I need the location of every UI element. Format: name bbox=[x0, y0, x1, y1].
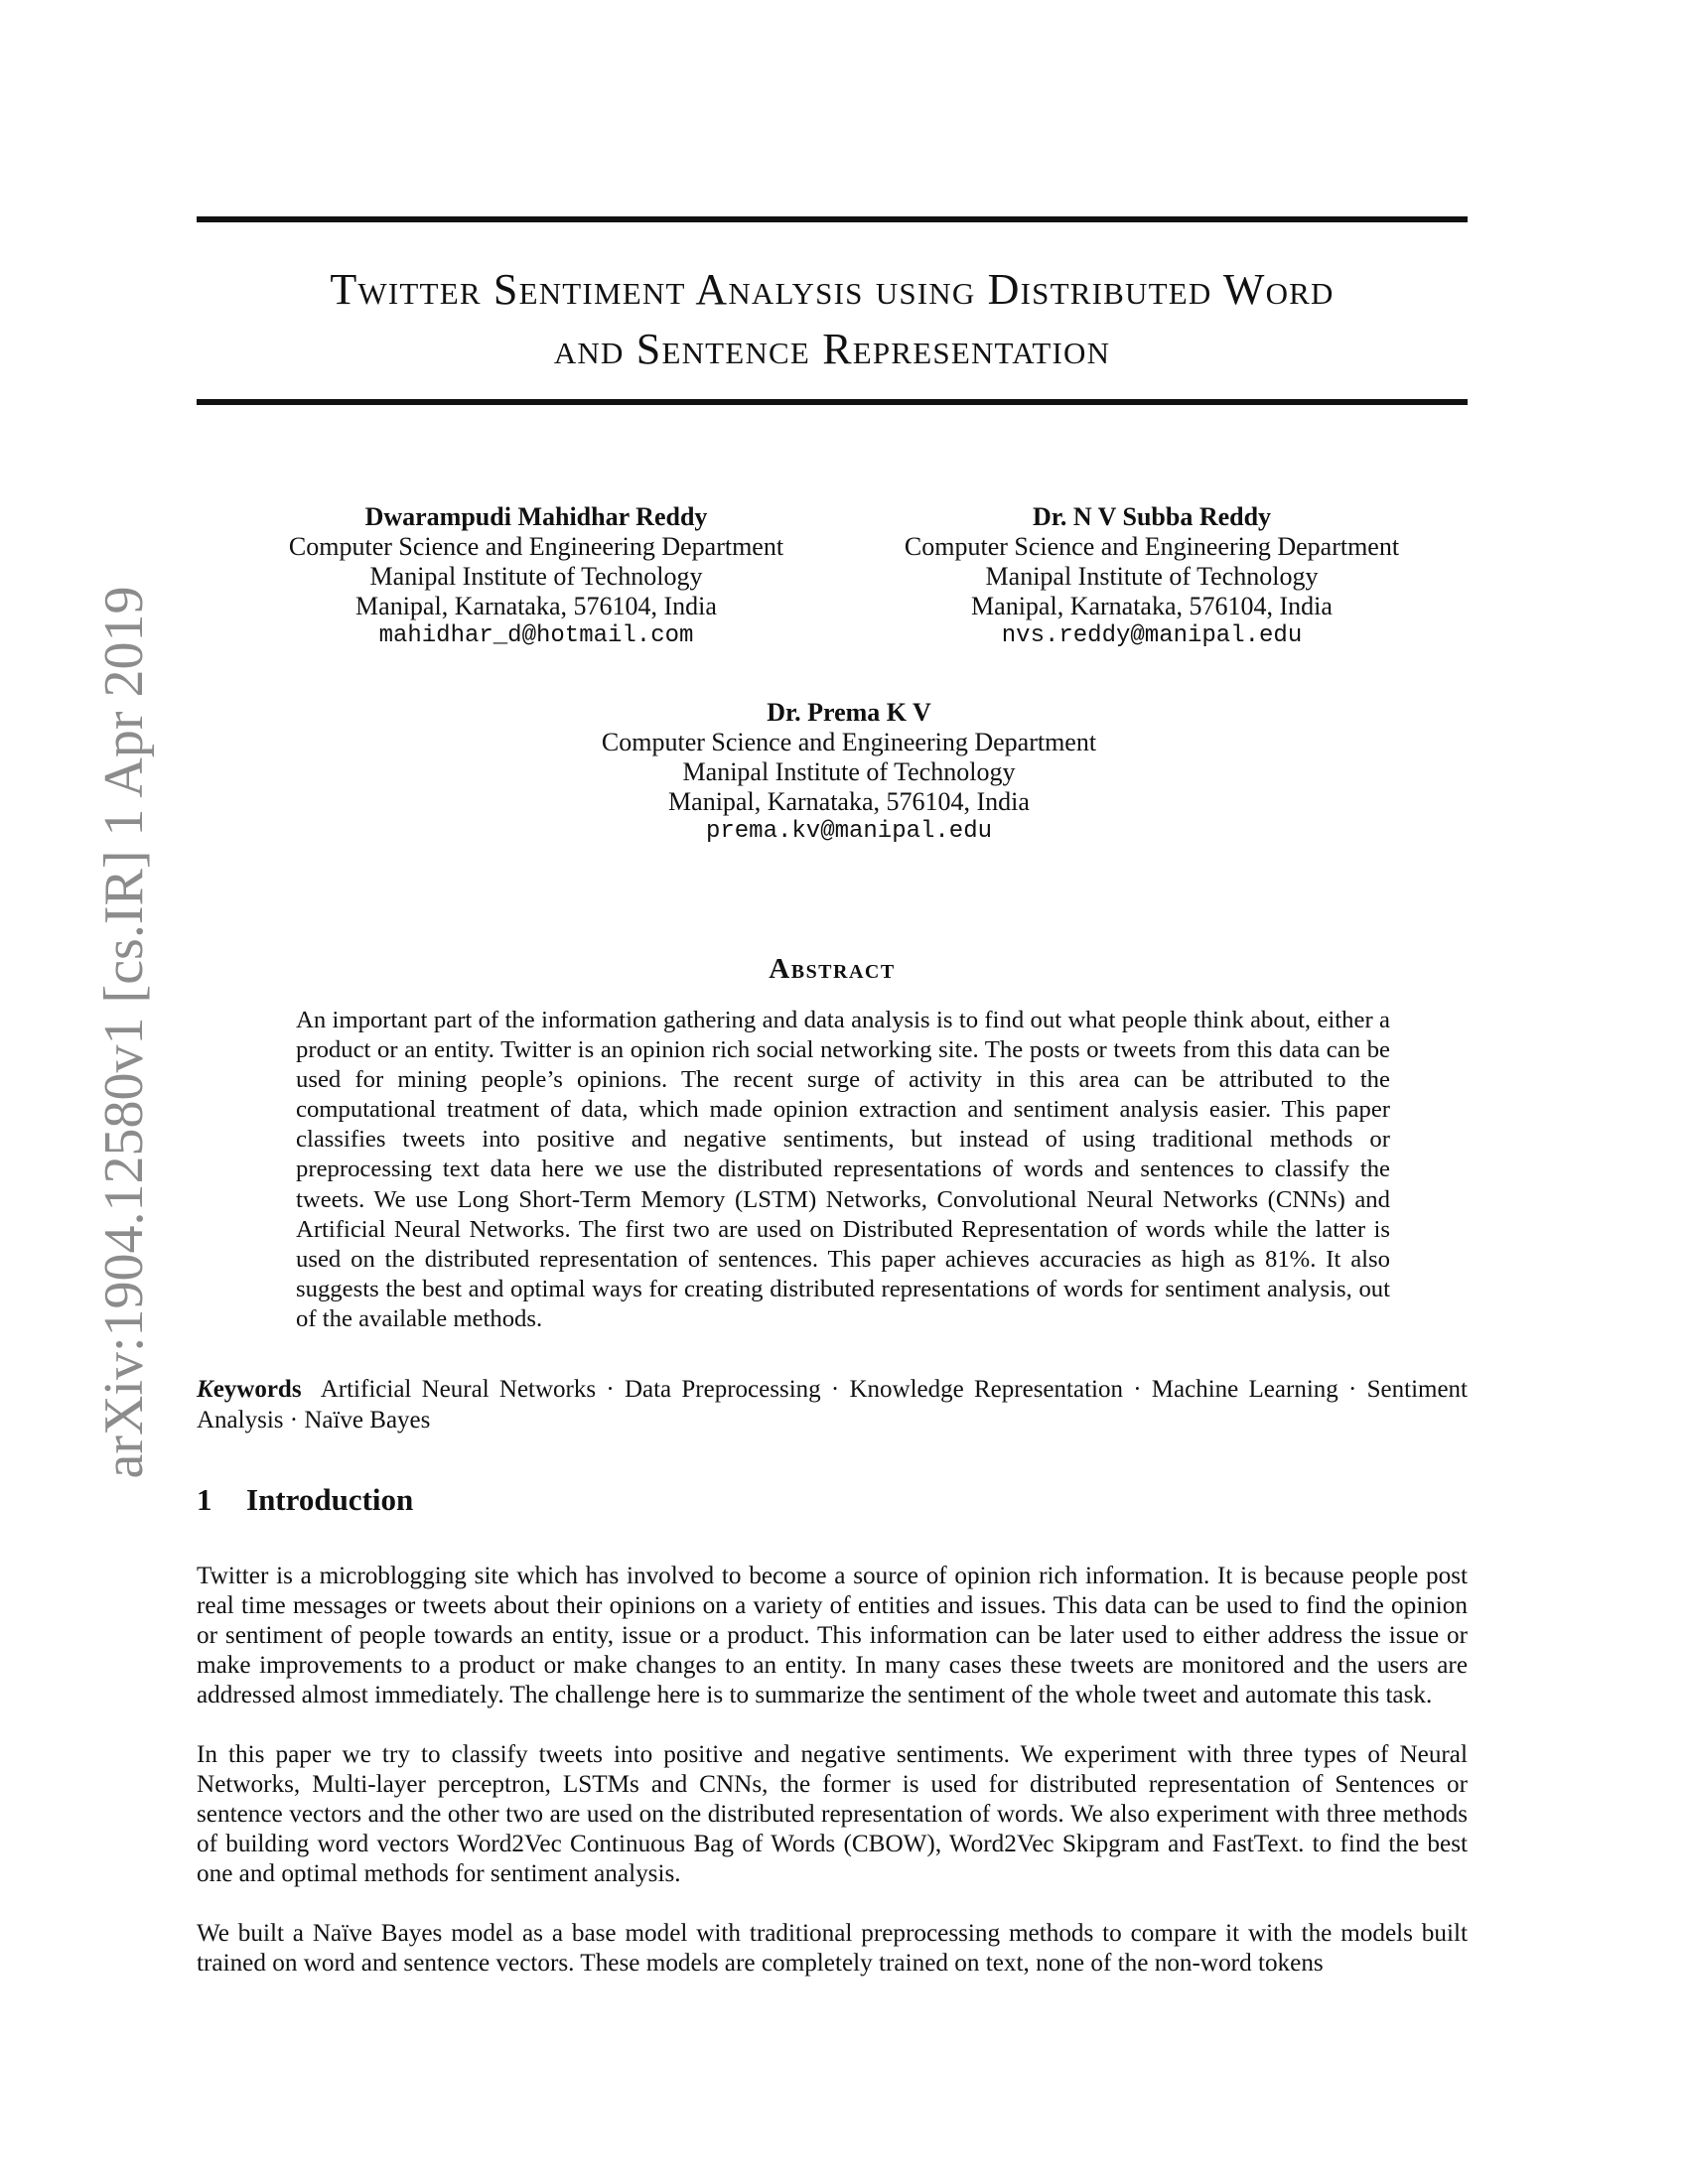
abstract-text: An important part of the information gathering and data analysis is to find out what people think about, either a product or an entity. Twitter is an opinion rich social networking site. The posts or tweets from this data can be used for mining people’s opinions. The recent surge of activity in this area can be attributed to the computational treatment of data, which made opinion extraction and sentiment analysis easier. This paper classifies tweets into positive and negative sentiments, but instead of using traditional methods or preprocessing text data here we use the distributed representations of words and sentences to classify the tweets. We use Long Short-Term Memory (LSTM) Networks, Convolutional Neural Networks (CNNs) and Artificial Neural Networks. The first two are used on Distributed Representation of words while the latter is used on the distributed representation of sentences. This paper achieves accuracies as high as 81%. It also suggests the best and optimal ways for creating distributed representations of words for sentiment analysis, out of the available methods. bbox=[296, 1007, 1390, 1332]
paper-title bbox=[197, 260, 1468, 379]
author-location: Manipal, Karnataka, 576104, India bbox=[355, 592, 717, 620]
author-block-1 bbox=[228, 502, 844, 651]
author-department: Computer Science and Engineering Department bbox=[288, 532, 784, 561]
section-number: 1 bbox=[197, 1482, 212, 1517]
author-email[interactable]: prema.kv@manipal.edu bbox=[705, 818, 993, 845]
intro-paragraph-3: We built a Naïve Bayes model as a base model with traditional preprocessing methods to compare it with the models built trained on word and sentence vectors. These models are completely trained on text, none of the non-word tokens bbox=[197, 1920, 1468, 1978]
author-block-2 bbox=[844, 502, 1460, 651]
author-department: Computer Science and Engineering Department bbox=[904, 532, 1400, 561]
author-institute: Manipal Institute of Technology bbox=[369, 562, 703, 591]
keywords-label-rest: eywords bbox=[212, 1376, 302, 1403]
author-block-3 bbox=[541, 698, 1157, 847]
author-location: Manipal, Karnataka, 576104, India bbox=[971, 592, 1333, 620]
arxiv-identifier-stamp: arXiv:1904.12580v1 [cs.IR] 1 Apr 2019 bbox=[93, 586, 155, 1479]
keywords-label-initial: K bbox=[197, 1376, 213, 1403]
author-department: Computer Science and Engineering Department bbox=[601, 728, 1097, 756]
author-email[interactable]: nvs.reddy@manipal.edu bbox=[1001, 622, 1303, 649]
author-institute: Manipal Institute of Technology bbox=[682, 757, 1016, 786]
title-rule-bottom bbox=[197, 399, 1468, 405]
title-rule-top bbox=[197, 216, 1468, 222]
intro-paragraph-1: Twitter is a microblogging site which has involved to become a source of opinion rich information. It is because people post real time messages or tweets about their opinions on a variety of entities and issues. This data can be used to find the opinion or sentiment of people towards an entity, issue or a product. This information can be later used to either address the issue or make improvements to a product or make changes to an entity. In many cases these tweets are monitored and the users are addressed almost immediately. The challenge here is to summarize the sentiment of the whole tweet and automate this task. bbox=[197, 1563, 1468, 1709]
author-email[interactable]: mahidhar_d@hotmail.com bbox=[378, 622, 694, 649]
intro-paragraph-2: In this paper we try to classify tweets into positive and negative sentiments. We experiment with three types of Neural Networks, Multi-layer perceptron, LSTMs and CNNs, the former is used for distributed representation of Sentences or sentence vectors and the other two are used on the distributed representation of words. We also experiment with three methods of building word vectors Word2Vec Continuous Bag of Words (CBOW), Word2Vec Skipgram and FastText. to find the best one and optimal methods for sentiment analysis. bbox=[197, 1741, 1468, 1888]
author-institute: Manipal Institute of Technology bbox=[985, 562, 1319, 591]
section-heading bbox=[197, 1482, 1468, 1518]
paper-title-line-2: and Sentence Representation bbox=[553, 325, 1111, 373]
keywords-list: Artificial Neural Networks · Data Preprocessing · Knowledge Representation · Machine Learning · Sentiment Analysis · Naïve Bayes bbox=[197, 1376, 1468, 1433]
author-name: Dr. Prema K V bbox=[767, 698, 931, 727]
paper-title-line-1: Twitter Sentiment Analysis using Distributed Word bbox=[330, 265, 1335, 314]
author-name: Dwarampudi Mahidhar Reddy bbox=[364, 502, 708, 531]
author-name: Dr. N V Subba Reddy bbox=[1032, 502, 1272, 531]
author-location: Manipal, Karnataka, 576104, India bbox=[668, 787, 1030, 816]
section-title: Introduction bbox=[246, 1482, 414, 1517]
keywords-label bbox=[197, 1376, 302, 1403]
abstract-heading: Abstract bbox=[769, 953, 896, 985]
keywords-line bbox=[197, 1374, 1468, 1435]
